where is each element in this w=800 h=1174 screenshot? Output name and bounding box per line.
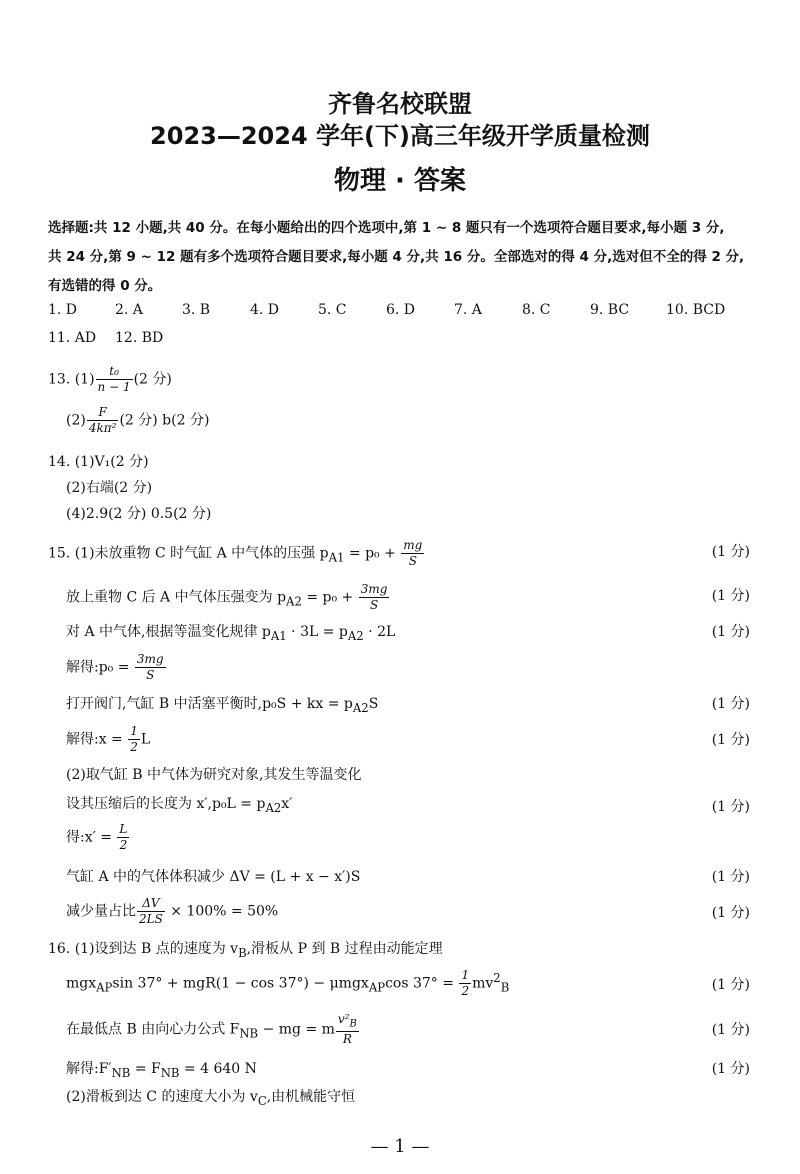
q15-line-5: 打开阀门,气缸 B 中活塞平衡时,p₀S + kx = $p_{A2}S$ xyxy=(66,696,379,715)
q14-line-2: (2)右端(2 分) xyxy=(66,480,153,496)
answer-7: 7. A xyxy=(454,302,482,318)
q15-mark-2: (1 分) xyxy=(711,588,750,604)
q15-line-9: 得:x′ = $\frac{L}{2}$ xyxy=(66,822,128,852)
q16-mark-1: (1 分) xyxy=(711,977,750,993)
q16-mark-2: (1 分) xyxy=(711,1022,750,1038)
answer-3: 3. B xyxy=(182,302,211,318)
answer-1: 1. D xyxy=(48,302,78,318)
q14-line-1: 14. (1)V₁(2 分) xyxy=(48,454,149,470)
alliance-name: 齐鲁名校联盟 xyxy=(328,90,472,118)
intro-line-3: 有选错的得 0 分。 xyxy=(48,278,162,294)
q13-part2: (2) $\frac{F}{\text{4kπ²}}$ (2 分) b(2 分) xyxy=(66,405,210,435)
q15-mark-7: (1 分) xyxy=(711,869,750,885)
q15-mark-8: (1 分) xyxy=(711,905,750,921)
answer-4: 4. D xyxy=(250,302,280,318)
q16-line-5: (2)滑板到达 C 的速度大小为 $v_C$,由机械能守恒 xyxy=(66,1089,356,1108)
q15-mark-3: (1 分) xyxy=(711,624,750,640)
q15-line-8: 设其压缩后的长度为 $x',p_0L = p_{A2}x'$ xyxy=(66,796,293,815)
answer-2: 2. A xyxy=(115,302,143,318)
q15-line-11: 减少量占比 $\frac{\Delta V}{2LS}$ × 100% = 50% xyxy=(66,896,279,926)
answer-6: 6. D xyxy=(386,302,416,318)
q15-mark-4: (1 分) xyxy=(711,696,750,712)
page-number: — 1 — xyxy=(370,1136,430,1157)
answer-11: 11. AD xyxy=(48,330,97,346)
q16-line-3: 在最低点 B 由向心力公式 $F_{NB}$ − mg = m $\frac{v^2_B}{R}$ xyxy=(66,1012,357,1047)
answer-10: 10. BCD xyxy=(666,302,726,318)
q15-line-7: (2)取气缸 B 中气体为研究对象,其发生等温变化 xyxy=(66,767,362,783)
answer-5: 5. C xyxy=(318,302,347,318)
q15-line-1: 15. (1)未放重物 C 时气缸 A 中气体的压强 $p_{A1} = p_0$ + $\frac{mg}{S}$ xyxy=(48,538,423,568)
q16-mark-3: (1 分) xyxy=(711,1061,750,1077)
q16-line-4: 解得$:F'_{NB} = F_{NB} = 4$ 640 N xyxy=(66,1061,257,1080)
answer-12: 12. BD xyxy=(115,330,164,346)
answer-9: 9. BC xyxy=(590,302,630,318)
q15-line-4: 解得:p₀ = $\frac{3mg}{S}$ xyxy=(66,652,164,682)
intro-line-1: 选择题:共 12 小题,共 40 分。在每小题给出的四个选项中,第 1 ~ 8 题只有一个选项符合题目要求,每小题 3 分, xyxy=(48,220,725,236)
q15-line-6: 解得:x = $\frac{1}{2}$ L xyxy=(66,724,151,754)
q16-line-2: mgx$_{AP}$sin 37° + mgR(1 − cos 37°) − μmgx$_{AP}$cos 37° = $\frac{1}{2}$ $mv^2_B$ xyxy=(66,968,510,999)
q15-line-10: 气缸 A 中的气体体积减少 ΔV = (L + x − x′)S xyxy=(66,869,361,885)
q15-line-3: 对 A 中气体,根据等温变化规律 $p_{A1} \cdot 3L = p_{A2} \cdot 2L$ xyxy=(66,624,396,643)
answer-8: 8. C xyxy=(522,302,551,318)
exam-title: 2023—2024 学年(下)高三年级开学质量检测 xyxy=(150,122,650,150)
q15-mark-6: (1 分) xyxy=(711,799,750,815)
q15-line-2: 放上重物 C 后 A 中气体压强变为 $p_{A2} = p_0$ + $\frac{3mg}{S}$ xyxy=(66,582,388,612)
subject-title: 物理 · 答案 xyxy=(334,166,466,196)
q15-mark-5: (1 分) xyxy=(711,732,750,748)
intro-line-2: 共 24 分,第 9 ~ 12 题有多个选项符合题目要求,每小题 4 分,共 16 分。全部选对的得 4 分,选对但不全的得 2 分, xyxy=(48,249,745,265)
q16-line-1: 16. (1)设到达 B 点的速度为 $v_B$,滑板从 P 到 B 过程由动能定理 xyxy=(48,941,443,960)
q13-part1: 13. (1) $\frac{\text{t₀}}{n - 1}$ (2 分) xyxy=(48,364,172,394)
q15-mark-1: (1 分) xyxy=(711,544,750,560)
q14-line-3: (4)2.9(2 分) 0.5(2 分) xyxy=(66,506,212,522)
